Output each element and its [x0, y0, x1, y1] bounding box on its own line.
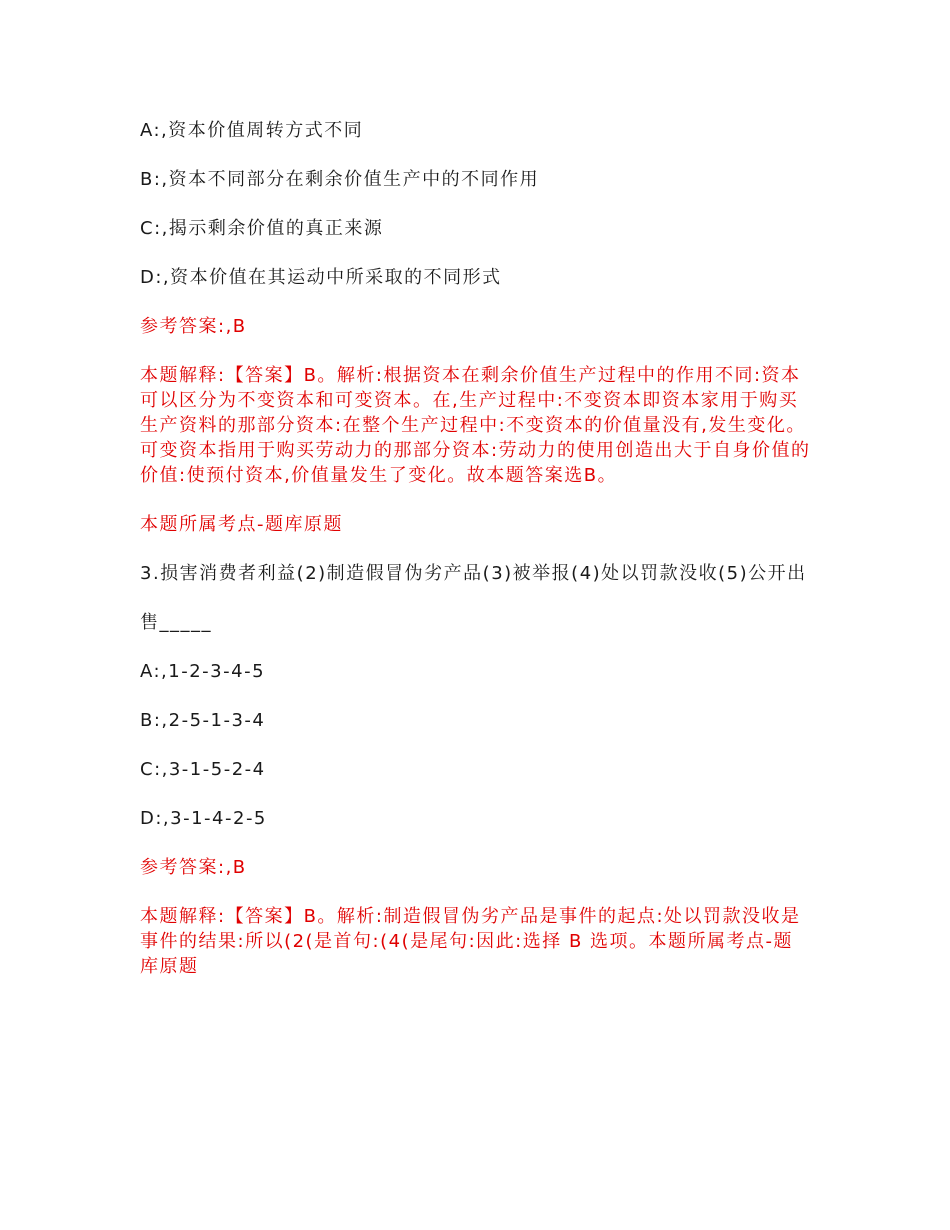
q3-question-line2: 售_____: [140, 612, 212, 633]
q1-option-d: D:,资本价值在其运动中所采取的不同形式: [140, 267, 502, 288]
q3-option-b: B:,2-5-1-3-4: [140, 710, 266, 731]
q3-answer: 参考答案:,B: [140, 857, 247, 878]
q1-category: 本题所属考点-题库原题: [140, 514, 343, 535]
q1-answer: 参考答案:,B: [140, 316, 247, 337]
q3-option-d: D:,3-1-4-2-5: [140, 808, 267, 829]
q1-option-c: C:,揭示剩余价值的真正来源: [140, 218, 384, 239]
q3-option-a: A:,1-2-3-4-5: [140, 661, 266, 682]
q1-option-b: B:,资本不同部分在剩余价值生产中的不同作用: [140, 169, 540, 190]
document-body: [140, 118, 812, 979]
q3-explanation: 本题解释:【答案】B。解析:制造假冒伪劣产品是事件的起点:处以罚款没收是事件的结果:所以(2(是首句:(4(是尾句:因此:选择 B 选项。本题所属考点-题库原题: [140, 906, 801, 977]
q1-explanation: 本题解释:【答案】B。解析:根据资本在剩余价值生产过程中的作用不同:资本可以区分为不变资本和可变资本。在,生产过程中:不变资本即资本家用于购买生产资料的那部分资本:在整个生产过程中:不变资本的价值量没有,发生变化。可变资本指用于购买劳动力的那部分资本:劳动力的使用创造出大于自身价值的价值:使预付资本,价值量发生了变化。故本题答案选B。: [140, 365, 811, 486]
q1-option-a: A:,资本价值周转方式不同: [140, 120, 364, 141]
q3-question-line1: 3.损害消费者利益(2)制造假冒伪劣产品(3)被举报(4)处以罚款没收(5)公开出: [140, 563, 807, 584]
q3-option-c: C:,3-1-5-2-4: [140, 759, 266, 780]
